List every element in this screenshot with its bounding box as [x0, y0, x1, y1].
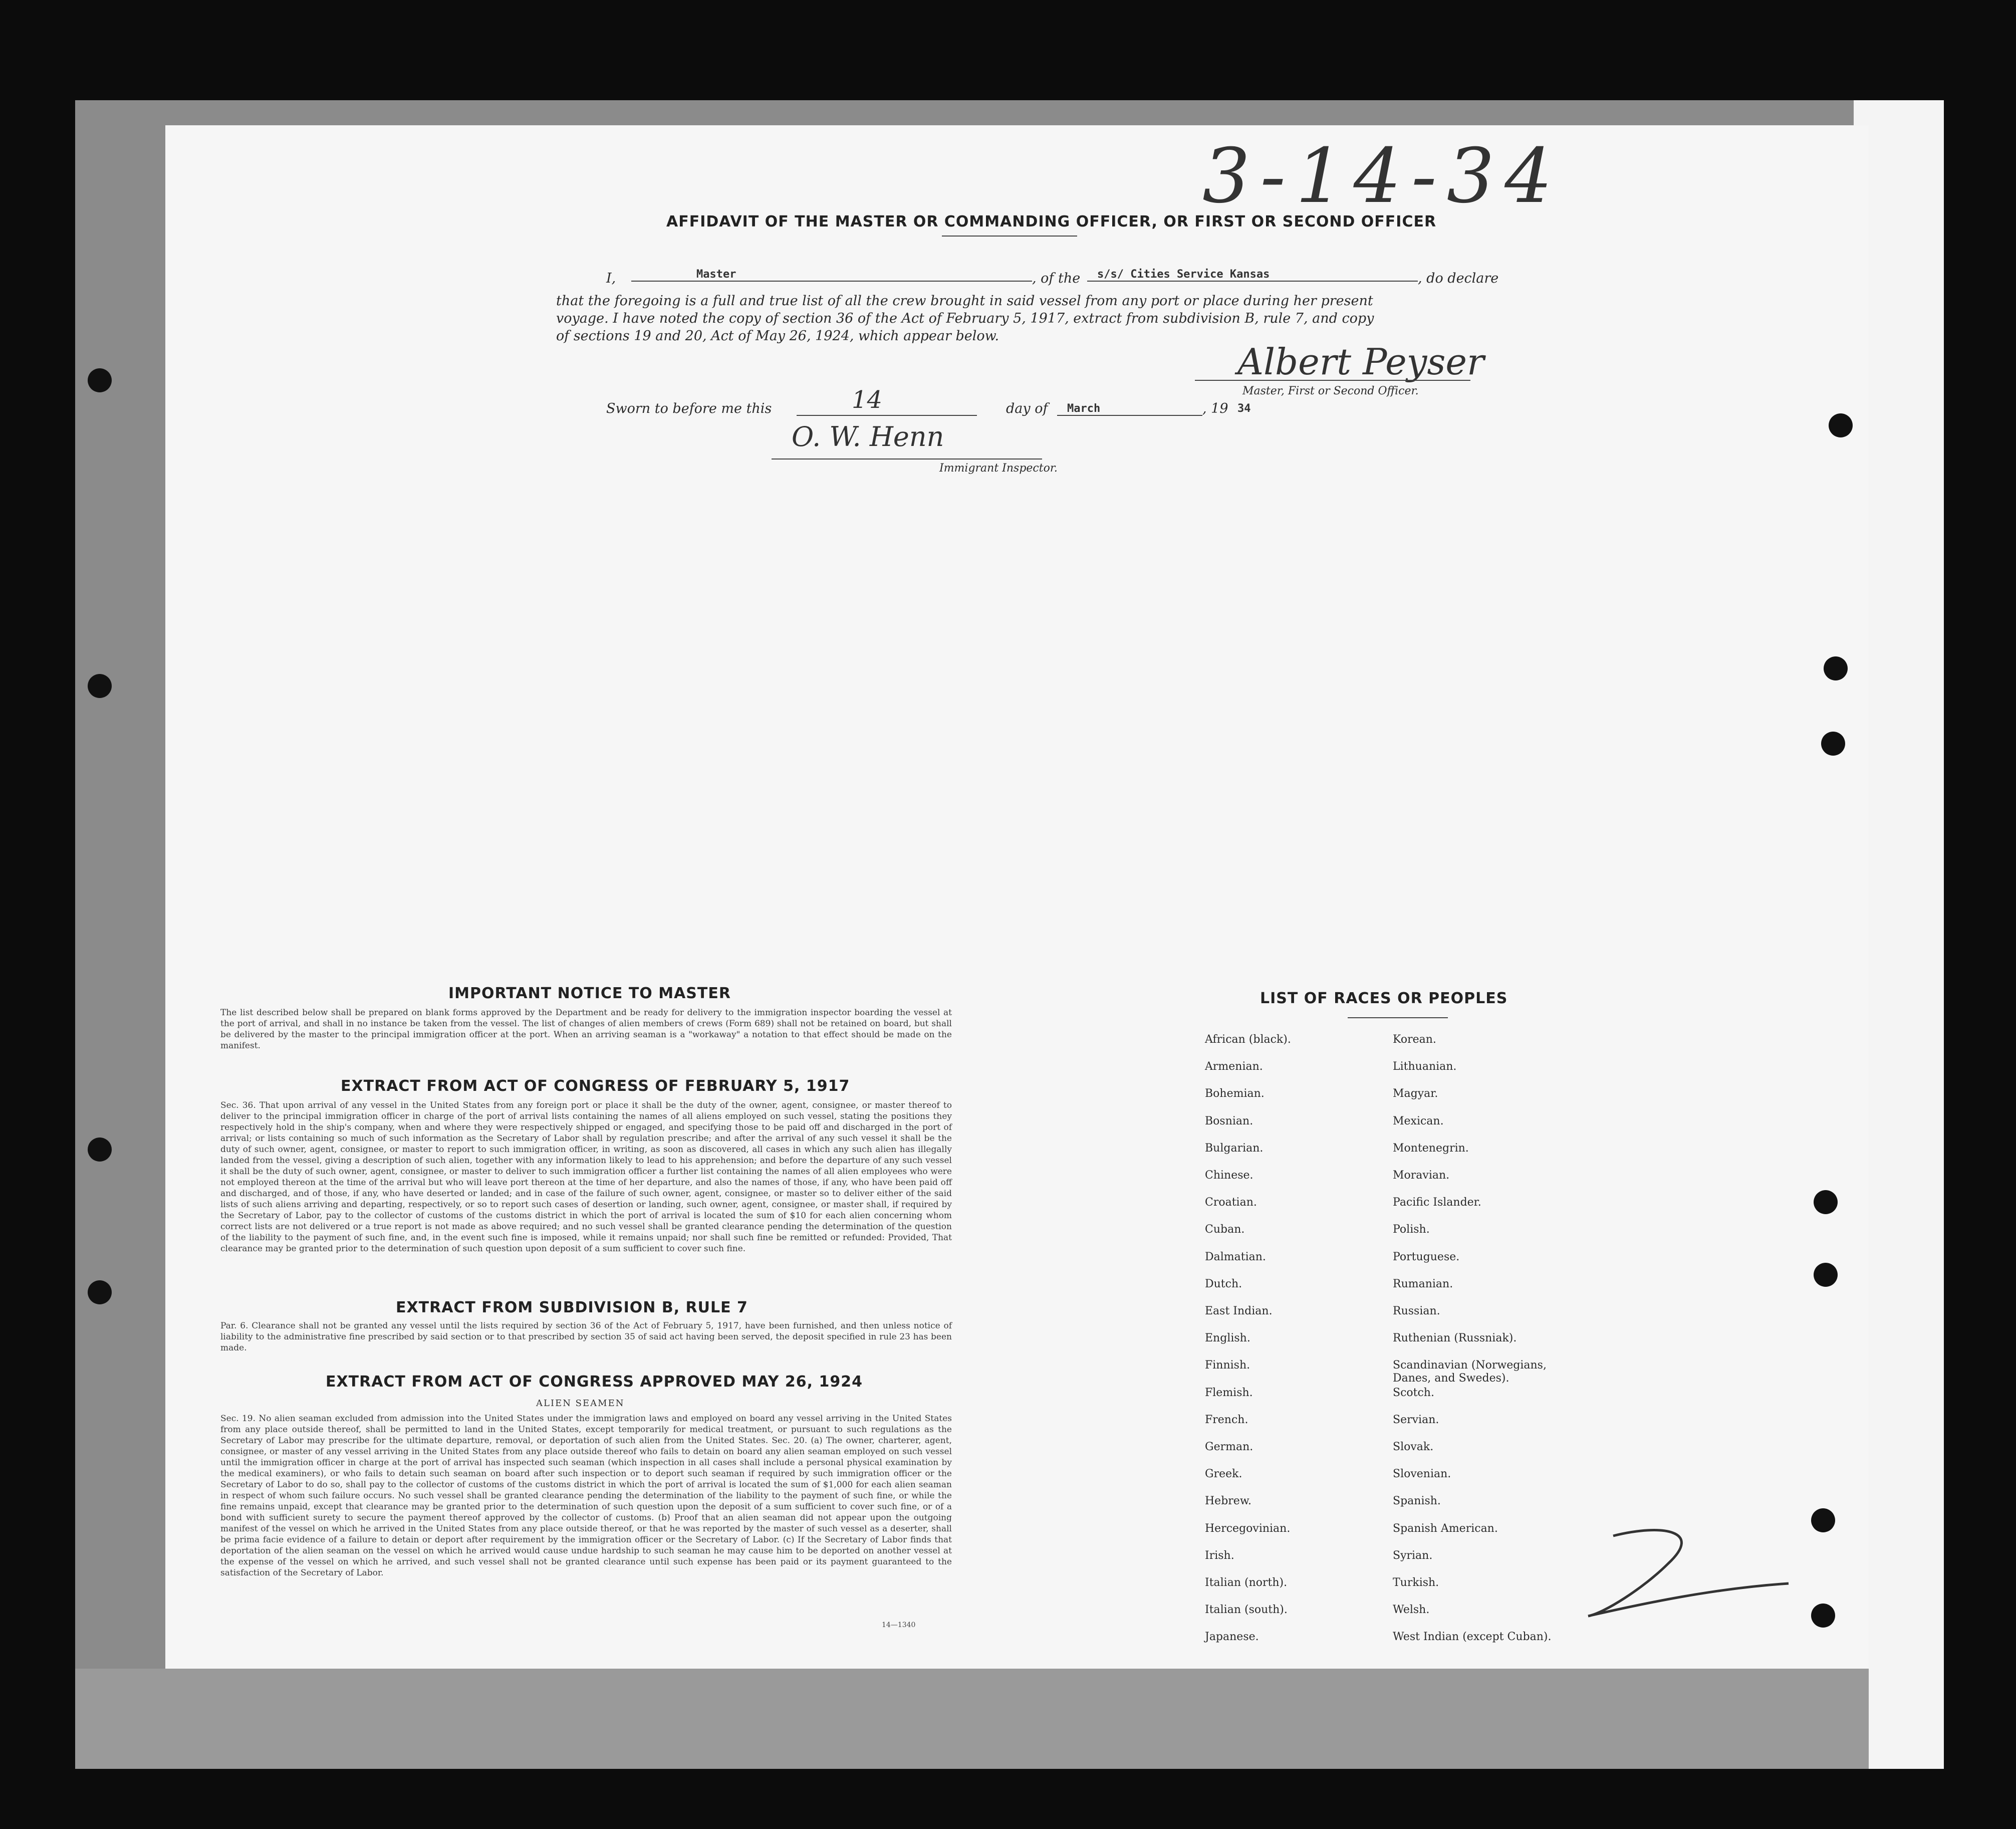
- race-item: Magyar.: [1393, 1087, 1438, 1100]
- race-item: Italian (south).: [1205, 1604, 1288, 1617]
- month-line: [1057, 415, 1202, 416]
- day-line: [797, 415, 977, 416]
- race-item: Syrian.: [1393, 1549, 1433, 1562]
- punch-hole: [88, 1280, 112, 1304]
- race-item: East Indian.: [1205, 1305, 1273, 1317]
- punch-hole: [88, 1137, 112, 1162]
- race-item: Greek.: [1205, 1468, 1242, 1481]
- race-item: Irish.: [1205, 1549, 1234, 1562]
- extract-1917-title: EXTRACT FROM ACT OF CONGRESS OF FEBRUARY 5, 1917: [341, 1077, 850, 1095]
- handwritten-mark: [1583, 1523, 1794, 1624]
- punch-hole: [1824, 656, 1848, 680]
- race-item: English.: [1205, 1332, 1250, 1345]
- race-item: Ruthenian (Russniak).: [1393, 1332, 1517, 1345]
- race-item: Scotch.: [1393, 1386, 1434, 1399]
- race-item: Polish.: [1393, 1223, 1430, 1236]
- race-item: Slovenian.: [1393, 1468, 1451, 1481]
- race-item: Chinese.: [1205, 1169, 1253, 1182]
- race-item: West Indian (except Cuban).: [1393, 1631, 1552, 1644]
- punch-hole: [1811, 1604, 1835, 1628]
- lower-board: [75, 1669, 1869, 1769]
- vessel-line: [1087, 281, 1418, 282]
- race-item: Mexican.: [1393, 1114, 1444, 1127]
- inspector-signature: O. W. Henn: [792, 421, 944, 452]
- race-item: Hebrew.: [1205, 1495, 1252, 1508]
- handwritten-date: 3-14-34: [1202, 133, 1563, 220]
- races-rule: [1348, 1017, 1448, 1018]
- race-item: Scandinavian (Norwegians, Danes, and Swedes).: [1393, 1359, 1547, 1385]
- race-item: Spanish.: [1393, 1495, 1441, 1508]
- race-item: Montenegrin.: [1393, 1141, 1469, 1155]
- master-typed: Master: [696, 268, 736, 281]
- sworn-month: March: [1067, 402, 1101, 415]
- race-item: Dutch.: [1205, 1277, 1242, 1290]
- affidavit-i: I,: [606, 271, 616, 286]
- affidavit-line4: of sections 19 and 20, Act of May 26, 1924, which appear below.: [556, 328, 999, 344]
- race-item: Dalmatian.: [1205, 1250, 1266, 1263]
- punch-hole: [1821, 732, 1845, 756]
- notice-body: The list described below shall be prepared on blank forms approved by the Department and be ready for delivery to the immigration inspector boarding the vessel at the port of arrival, and shall in no instance be taken from the vessel. The list of changes of alien members of crews (Form 689) shall not be retained on board, but shall be delivered by the master to the principal immigration officer at the port. When an arriving seaman is a "workaway" a notation to that effect should be made on the manifest.: [220, 1008, 952, 1051]
- races-title: LIST OF RACES OR PEOPLES: [1260, 990, 1508, 1007]
- race-item: German.: [1205, 1441, 1253, 1453]
- race-item: Slovak.: [1393, 1441, 1434, 1453]
- sworn-year: 34: [1237, 402, 1251, 415]
- race-item: Flemish.: [1205, 1386, 1253, 1399]
- race-item: Lithuanian.: [1393, 1060, 1457, 1073]
- extract-1917-body: Sec. 36. That upon arrival of any vessel in the United States from any foreign port or place it shall be the duty of the owner, agent, consignee, or master thereof to deliver to the principal immigration officer in charge of the port of arrival lists containing the names of all aliens employed on such vessel, stating the positions they respectively hold in the ship's company, when and where they were respectively shipped or engaged, and specifying those to be paid off and discharged in the port of arrival; or lists containing so much of such information as the Secretary of Labor shall by regulation prescribe; and after the arrival of any such vessel it shall be the duty of such owner, agent, consignee, or master to report to such immigration officer, in writing, as soon as discovered, all cases in which any such alien has illegally landed from the vessel, giving a description of such alien, together with any information likely to lead to his apprehension; and before the departure of any such vessel it shall be the duty of such owner, agent, consignee, or master to deliver to such immigration officer a further list containing the names of all alien employees who were not employed thereon at the time of the arrival but who will leave port thereon at the time of her departure, and also the names of those, if any, who have been paid off and discharged, and of those, if any, who have deserted or landed; and in case of the failure of such owner, agent, consignee, or master so to deliver either of the said lists of such aliens arriving and departing, respectively, or so to report such cases of desertion or landing, such owner, agent, consignee, or master shall, if required by the Secretary of Labor, pay to the collector of customs of the customs district in which the port of arrival is located the sum of $10 for each alien concerning whom correct lists are not delivered or a true report is not made as above required; and no such vessel shall be granted clearance pending the determination of the question of the liability to the payment of such fine, and, in the event such fine is imposed, while it remains unpaid; nor shall such fine be remitted or refunded: Provided, That clearance may be granted prior to the determination of such question upon deposit of a sum sufficient to cover such fine.: [220, 1100, 952, 1254]
- race-item: Hercegovinian.: [1205, 1522, 1291, 1535]
- race-item: Moravian.: [1393, 1169, 1450, 1182]
- affidavit-title: AFFIDAVIT OF THE MASTER OR COMMANDING OFFICER, OR FIRST OR SECOND OFFICER: [666, 213, 1437, 231]
- affidavit-line2: that the foregoing is a full and true list of all the crew brought in said vessel from any port or place during her present: [556, 293, 1373, 309]
- punch-hole: [1811, 1508, 1835, 1532]
- extract-1924-subtitle: ALIEN SEAMEN: [536, 1398, 625, 1409]
- race-item: Korean.: [1393, 1033, 1436, 1046]
- race-item: Bosnian.: [1205, 1114, 1253, 1127]
- race-item: African (black).: [1205, 1033, 1291, 1046]
- race-item: Croatian.: [1205, 1196, 1257, 1209]
- race-item: Bohemian.: [1205, 1087, 1265, 1100]
- race-item: Rumanian.: [1393, 1277, 1453, 1290]
- affidavit-line3: voyage. I have noted the copy of section 36 of the Act of February 5, 1917, extract from subdivision B, rule 7, and copy: [556, 311, 1374, 326]
- race-item: Italian (north).: [1205, 1576, 1288, 1589]
- punch-hole: [88, 674, 112, 698]
- master-signature: Albert Peyser: [1237, 341, 1484, 383]
- race-item: Portuguese.: [1393, 1250, 1460, 1263]
- extract-rule7-title: EXTRACT FROM SUBDIVISION B, RULE 7: [396, 1299, 748, 1316]
- race-item: Turkish.: [1393, 1576, 1439, 1589]
- signature-line: [1195, 380, 1470, 381]
- title-rule: [942, 236, 1077, 237]
- do-declare-text: , do declare: [1418, 271, 1499, 286]
- race-item: Japanese.: [1205, 1631, 1259, 1644]
- race-item: Pacific Islander.: [1393, 1196, 1481, 1209]
- year-prefix: , 19: [1202, 401, 1228, 416]
- vessel-typed: s/s/ Cities Service Kansas: [1097, 268, 1270, 281]
- punch-hole: [1814, 1263, 1838, 1287]
- punch-hole: [1829, 413, 1853, 437]
- of-the-text: , of the: [1032, 271, 1081, 286]
- inspector-caption: Immigrant Inspector.: [939, 462, 1058, 475]
- race-item: Bulgarian.: [1205, 1141, 1264, 1155]
- form-number: 14—1340: [882, 1621, 916, 1629]
- extract-rule7-body: Par. 6. Clearance shall not be granted any vessel until the lists required by section 36 of the Act of February 5, 1917, have been furnished, and then unless notice of liability to the administrative fine prescribed by said section or to that prescribed by section 35 of said act having been served, the deposit specified in rule 23 has been made.: [220, 1321, 952, 1353]
- race-item: Welsh.: [1393, 1604, 1430, 1617]
- inspector-line: [772, 459, 1042, 460]
- sworn-day: 14: [852, 386, 883, 414]
- race-item: Armenian.: [1205, 1060, 1263, 1073]
- race-item: Servian.: [1393, 1413, 1439, 1426]
- race-item: Finnish.: [1205, 1359, 1250, 1372]
- extract-1924-body: Sec. 19. No alien seaman excluded from admission into the United States under the immigration laws and employed on board any vessel arriving in the United States from any place outside thereof, shall be permitted to land in the United States, except temporarily for medical treatment, or pursuant to such regulations as the Secretary of Labor may prescribe for the ultimate departure, removal, or deportation of such alien from the United States. Sec. 20. (a) The owner, charterer, agent, consignee, or master of any vessel arriving in the United States from any place outside thereof who fails to detain on board any alien seaman employed on such vessel until the immigration officer in charge at the port of arrival has inspected such seaman (which inspection in all cases shall include a personal physical examination by the medical examiners), or who fails to detain such seaman on board after such inspection or to deport such seaman if required by such immigration officer or the Secretary of Labor to do so, shall pay to the collector of customs of the customs district in which the port of arrival is located the sum of $1,000 for each alien seaman in respect of whom such failure occurs. No such vessel shall be granted clearance pending the determination of the liability to the payment of such fine, or while the fine remains unpaid, except that clearance may be granted prior to the determination of such question upon the deposit of a sum sufficient to cover such fine, or of a bond with sufficient surety to secure the payment thereof approved by the collector of customs. (b) Proof that an alien seaman did not appear upon the outgoing manifest of the vessel on which he arrived in the United States from any place outside thereof, or that he was reported by the master of such vessel as a deserter, shall be prima facie evidence of a failure to detain or deport after requirement by the immigration officer or the Secretary of Labor. (c) If the Secretary of Labor finds that deportation of the alien seaman on the vessel on which he arrived would cause undue hardship to such seaman he may cause him to be deported on another vessel at the expense of the vessel on which he arrived, and such vessel shall not be granted clearance until such expense has been paid or its payment guaranteed to the satisfaction of the Secretary of Labor.: [220, 1414, 952, 1578]
- extract-1924-title: EXTRACT FROM ACT OF CONGRESS APPROVED MAY 26, 1924: [326, 1373, 863, 1391]
- sworn-text: Sworn to before me this: [606, 401, 772, 416]
- name-line: [631, 281, 1032, 282]
- punch-hole: [1814, 1190, 1838, 1214]
- signature-caption: Master, First or Second Officer.: [1242, 385, 1419, 397]
- notice-title: IMPORTANT NOTICE TO MASTER: [448, 985, 731, 1002]
- race-item: Spanish American.: [1393, 1522, 1498, 1535]
- race-item: Cuban.: [1205, 1223, 1245, 1236]
- race-item: French.: [1205, 1413, 1248, 1426]
- punch-hole: [88, 368, 112, 392]
- race-item: Russian.: [1393, 1305, 1440, 1317]
- day-of-text: day of: [1006, 401, 1048, 416]
